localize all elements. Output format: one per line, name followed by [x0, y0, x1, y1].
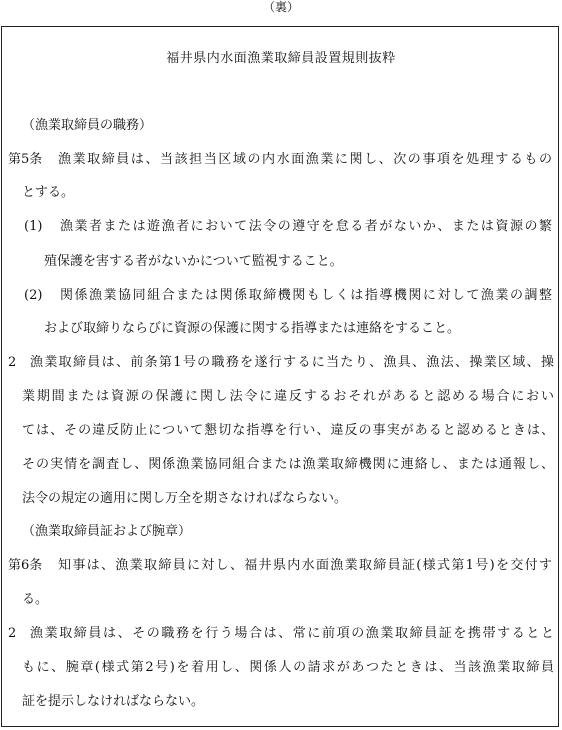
item-1-line-2: 殖保護を害する者がないかについて監視すること。 — [44, 254, 343, 269]
article-6-paragraph-2-line-3: 証を提示しなければならない。 — [22, 694, 205, 709]
article-5-paragraph-2-number: 2 — [8, 355, 17, 370]
item-2-line-2: および取締りならびに資源の保護に関する指導または連絡をすること。 — [44, 321, 461, 336]
article-5-paragraph-2-line-3: ては、その違反防止について懇切な指導を行い、違反の事実があると認めるときは、 — [22, 423, 554, 438]
article-6-number: 第6条 — [8, 558, 43, 573]
article-6-paragraph-2-line-2: もに、腕章(様式第2号)を着用し、関係人の請求があつたときは、当該漁業取締員 — [22, 660, 554, 675]
article-5-line-2: とする。 — [22, 185, 75, 200]
section-heading-duties: （漁業取締員の職務） — [22, 118, 153, 133]
item-2-number: (2) — [24, 288, 43, 303]
article-5-number: 第5条 — [8, 152, 43, 167]
article-6-line-1: 知事は、漁業取締員に対し、福井県内水面漁業取締員証(様式第1号)を交付す — [58, 558, 552, 573]
article-5-line-1: 漁業取締員は、当該担当区域の内水面漁業に関し、次の事項を処理するもの — [58, 152, 552, 167]
article-5-paragraph-2-line-2: 業期間または資源の保護に関し法令に違反するおそれがあると認める場合におい — [22, 389, 554, 404]
article-5-paragraph-2-line-5: 法令の規定の適用に関し万全を期さなければならない。 — [22, 491, 348, 506]
page-side-label: （裏） — [262, 0, 299, 14]
document-title: 福井県内水面漁業取締員設置規則抜粋 — [166, 51, 396, 66]
article-5-paragraph-2-line-4: その実情を調査し、関係漁業協同組合または漁業取締機関に連絡し、または通報し、 — [22, 457, 554, 472]
article-5-paragraph-2-line-1: 漁業取締員は、前条第1号の職務を遂行するに当たり、漁具、漁法、操業区域、操 — [30, 355, 554, 370]
article-6-paragraph-2-line-1: 漁業取締員は、その職務を行う場合は、常に前項の漁業取締員証を携帯するとと — [30, 626, 554, 641]
article-6-line-2: る。 — [22, 592, 49, 607]
item-2-line-1: 関係漁業協同組合または関係取締機関もしくは指導機関に対して漁業の調整 — [60, 288, 552, 303]
section-heading-card-armband: （漁業取締員証および腕章） — [22, 524, 192, 539]
article-6-paragraph-2-number: 2 — [8, 626, 17, 641]
item-1-line-1: 漁業者または遊漁者において法令の遵守を怠る者がないか、または資源の繁 — [60, 219, 552, 234]
item-1-number: (1) — [24, 219, 43, 234]
